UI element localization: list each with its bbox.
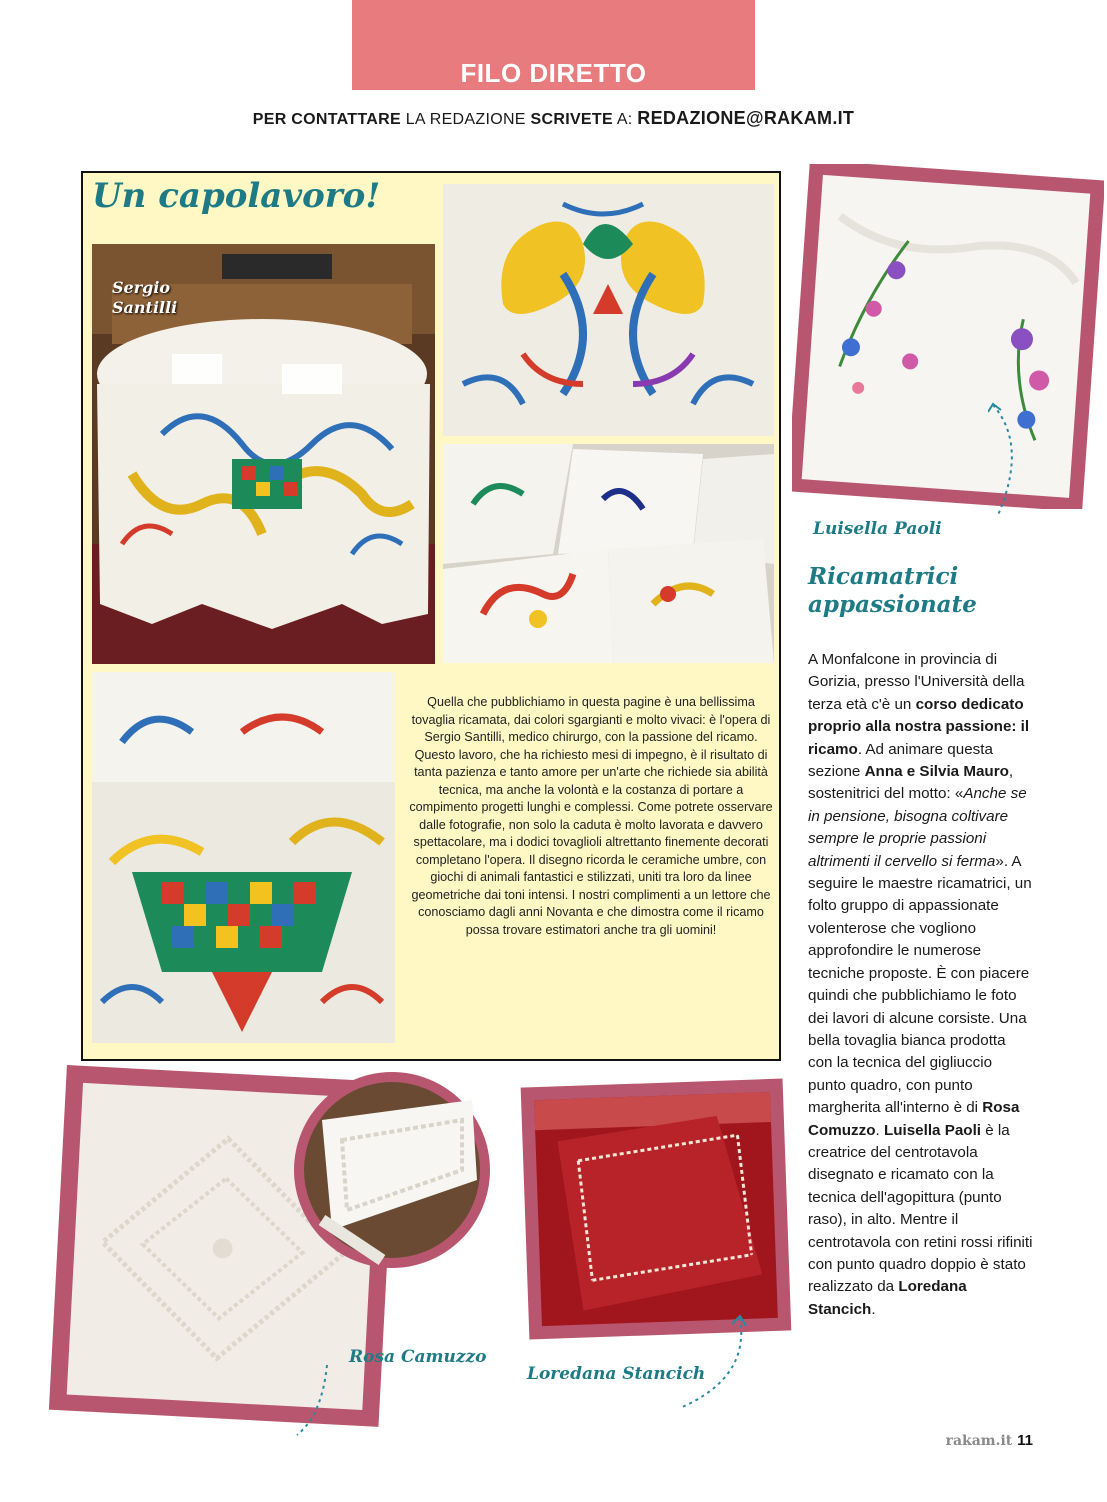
article-text-1: A Monfalcone in provincia di Gorizia, presso l'Università della terza età c'è un bbox=[808, 651, 1025, 713]
photo-rosa-tablecloth bbox=[22, 1060, 497, 1440]
overlay-author-name: Sergio Santilli bbox=[112, 278, 178, 317]
article-bold-comuzzo: Rosa Comuzzo bbox=[808, 1099, 1020, 1139]
caption-rosa: Rosa Camuzzo bbox=[349, 1347, 487, 1367]
article-text-7: . bbox=[871, 1300, 876, 1318]
article-text-3: , sostenitrici del motto: « bbox=[808, 763, 1014, 803]
photo-urn-detail bbox=[92, 672, 395, 1043]
featured-title: Un capolavoro! bbox=[92, 176, 381, 216]
page-footer bbox=[946, 1432, 1033, 1449]
photo-napkins bbox=[443, 444, 774, 663]
contact-bold-1: PER CONTATTARE bbox=[252, 111, 401, 128]
contact-normal-2: A: bbox=[612, 111, 638, 128]
article-text-5: . bbox=[875, 1121, 884, 1139]
caption-luisella: Luisella Paoli bbox=[813, 519, 942, 539]
article-body bbox=[808, 649, 1033, 1321]
section-title: FILO DIRETTO bbox=[460, 58, 647, 88]
featured-body bbox=[407, 694, 775, 939]
contact-email-link[interactable]: REDAZIONE@RAKAM.IT bbox=[637, 108, 855, 128]
featured-paragraph-3: Il disegno ricorda le ceramiche umbre, con giochi di animali fantastici e stilizzati, uniti tra loro da linee geometriche dai toni intensi. I nostri complimenti a un lettore che conosciamo dagli anni Novanta e che dimostra come il ricamo possa trovare estimatori anche tra gli uomini! bbox=[411, 852, 771, 937]
caption-loredana: Loredana Stancich bbox=[527, 1364, 706, 1384]
dotted-arrow-icon bbox=[988, 400, 1028, 520]
photo-loredana-centerpiece bbox=[520, 1078, 785, 1343]
article-italic-motto: Anche se in pensione, bisogna coltivare sempre le proprie passioni altrimenti il cervello si ferma bbox=[808, 785, 1027, 870]
article-title: Ricamatrici appassionate bbox=[808, 563, 977, 618]
contact-line bbox=[0, 108, 1107, 129]
article-bold-stancich: Loredana Stancich bbox=[808, 1278, 967, 1318]
article-bold-mauro: Anna e Silvia Mauro bbox=[864, 763, 1009, 781]
article-bold-paoli: Luisella Paoli bbox=[883, 1121, 982, 1139]
contact-bold-2: SCRIVETE bbox=[530, 111, 613, 128]
dotted-arrow-icon bbox=[292, 1360, 332, 1440]
photo-dragon-detail bbox=[443, 184, 774, 436]
contact-normal-1: LA REDAZIONE bbox=[400, 111, 531, 128]
page-number: 11 bbox=[1017, 1432, 1033, 1449]
article-text-4: ». A seguire le maestre ricamatrici, un folto gruppo di appassionate volenterose che vogliono approfondire le numerose tecniche proposte. È con piacere quindi che pubblichiamo le foto dei lavori di alcune corsiste. Una bella tovaglia bianca prodotta con la tecnica del gigliuccio punto quadro, con punto margherita all'interno è di bbox=[808, 852, 1032, 1117]
footer-site: rakam.it bbox=[945, 1433, 1013, 1449]
featured-paragraph-2: Come potrete osservare dalle fotografie, non solo la caduta è molto lavorata e davvero spettacolare, ma i dodici tovaglioli altrettanto finemente decorati completano l'opera. bbox=[413, 800, 773, 867]
featured-paragraph-1: Quella che pubblichiamo in questa pagine è una bellissima tovaglia ricamata, dai colori sgargianti e molto vivaci: è l'opera di Sergio Santilli, medico chirurgo, con la passione del ricamo. Questo lavoro, che ha richiesto mesi di impegno, è il risultato di tanta pazienza e tanto amore per un'arte che richiede sia abilità tecnica, ma anche la volontà e la costanza di portare a compimento progetti lunghi e complessi. bbox=[409, 695, 771, 814]
article-text-6: è la creatrice del centrotavola disegnato e ricamato con la tecnica dell'agopittura (punto raso), in alto. Mentre il centrotavola con retini rossi rifiniti con punto quadro doppio è stato realizzato da bbox=[808, 1121, 1033, 1296]
photo-luisella-centerpiece bbox=[800, 170, 1100, 505]
article-bold-course: corso dedicato proprio alla nostra passione: il ricamo bbox=[808, 695, 1030, 758]
article-text-2: . Ad animare questa sezione bbox=[808, 740, 993, 781]
